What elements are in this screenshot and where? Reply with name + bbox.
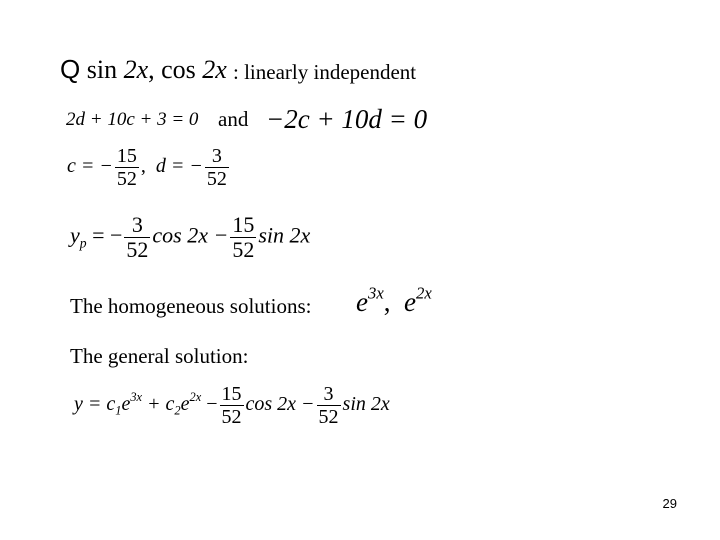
yp-denominator-1: 52	[126, 237, 149, 263]
sin-func: sin	[86, 55, 118, 84]
general-denominator-1: 52	[221, 406, 242, 428]
separator-comma: ,	[140, 155, 146, 178]
general-numerator-2: 3	[317, 383, 341, 406]
general-denominator-2: 52	[318, 406, 339, 428]
linearly-independent-text: linearly independent	[244, 60, 417, 84]
yp-numerator-1: 3	[124, 213, 150, 238]
yp-denominator-2: 52	[232, 237, 255, 263]
because-symbol: Q	[60, 54, 81, 84]
homogeneous-comma: ,	[383, 287, 391, 317]
c-fraction	[115, 145, 139, 190]
general-numerator-1: 15	[221, 383, 242, 405]
homogeneous-label: The homogeneous solutions:	[70, 294, 312, 318]
exponent-2x: 2x	[189, 389, 202, 404]
e-base-2: e	[180, 393, 190, 416]
colon: :	[233, 60, 239, 84]
sin-term: sin 2x	[258, 222, 311, 248]
equation-2: −2c + 10d = 0	[266, 104, 428, 134]
cos-arg: 2x	[202, 55, 227, 84]
e-base-1: e	[121, 393, 131, 416]
cos-term: cos 2x −	[152, 222, 229, 248]
c-d-values	[67, 145, 231, 190]
sin-arg: 2x	[123, 55, 149, 84]
exponent-2x: 2x	[416, 283, 432, 303]
cos-func: cos	[161, 55, 196, 84]
and-text: and	[218, 107, 249, 131]
plus-c: + c	[142, 393, 175, 416]
general-label: The general solution:	[70, 344, 249, 368]
yp-fraction-2	[230, 213, 256, 262]
y-equals-c: y = c	[74, 393, 116, 416]
e-base-1: e	[356, 287, 368, 317]
homogeneous-solutions	[356, 283, 432, 318]
d-fraction	[205, 145, 229, 190]
comma: ,	[148, 55, 155, 84]
d-denominator: 52	[206, 168, 227, 190]
yp-fraction-1	[124, 213, 150, 262]
independence-statement	[60, 54, 227, 85]
c-denominator: 52	[116, 168, 137, 190]
particular-solution	[70, 213, 310, 262]
c-lhs: c = −	[67, 155, 113, 178]
d-lhs: d = −	[155, 155, 203, 178]
yp-numerator-2: 15	[232, 212, 255, 237]
page-number: 29	[662, 496, 677, 511]
p-subscript: p	[79, 235, 87, 251]
c2-subscript: 2	[174, 403, 181, 418]
equals-minus: = −	[86, 222, 123, 248]
c1-subscript: 1	[115, 403, 122, 418]
general-fraction-1	[220, 383, 244, 428]
c-numerator: 15	[116, 145, 137, 167]
equation-1: 2d + 10c + 3 = 0	[66, 109, 199, 130]
exponent-3x: 3x	[367, 283, 384, 303]
sin-term: sin 2x	[342, 393, 390, 416]
exponent-3x: 3x	[130, 389, 143, 404]
cos-term: cos 2x −	[245, 393, 315, 416]
e-base-2: e	[404, 287, 417, 317]
minus-sign: −	[201, 393, 218, 416]
general-solution	[74, 383, 390, 428]
y-symbol: y	[70, 222, 80, 248]
d-numerator: 3	[205, 145, 229, 168]
independence-note	[233, 60, 416, 85]
general-fraction-2	[317, 383, 341, 428]
